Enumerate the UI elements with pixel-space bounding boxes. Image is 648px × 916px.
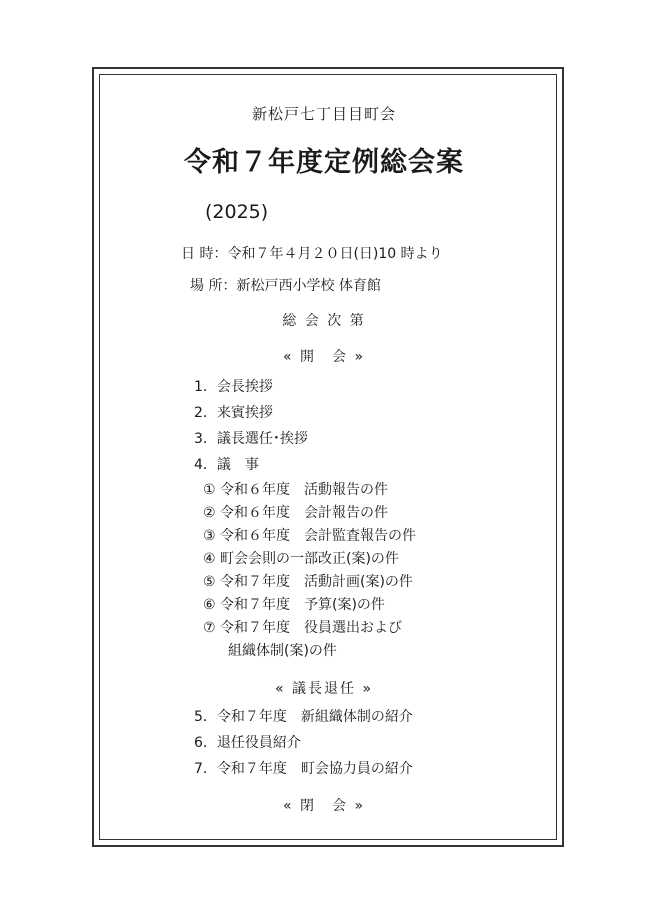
agenda-item: 1．会長挨拶 [194,379,273,395]
agenda-sub-item: ⑤ 令和７年度 活動計画(案)の件 [203,574,413,590]
chair-retire-heading: « 議長退任 » [274,681,374,697]
agenda-item: 3．議長選任･挨拶 [194,431,308,447]
agenda-sub-item: ③ 令和６年度 会計監査報告の件 [203,528,417,544]
closing-heading: « 閉 会 » [282,798,366,814]
agenda-item: 2．来賓挨拶 [194,405,273,421]
agenda-sub-item: ④ 町会会則の一部改正(案)の件 [203,551,399,567]
agenda-item: 4．議 事 [194,457,259,473]
agenda-sub-item-continuation: 組織体制(案)の件 [228,643,337,659]
document-year: (2025) [205,201,269,223]
place-line: 場 所：新松戸西小学校 体育館 [190,278,381,294]
agenda-item: 5．令和７年度 新組織体制の紹介 [194,709,413,725]
agenda-sub-item: ⑥ 令和７年度 予算(案)の件 [203,597,385,613]
document-title: 令和７年度定例総会案 [184,147,464,178]
agenda-sub-item: ⑦ 令和７年度 役員選出および [203,620,403,636]
agenda-sub-item: ② 令和６年度 会計報告の件 [203,505,389,521]
organization-name: 新松戸七丁目目町会 [251,105,396,123]
agenda-item: 7．令和７年度 町会協力員の紹介 [194,761,413,777]
date-line: 日 時：令和７年４月２０日(日)10 時より [181,246,443,262]
agenda-item: 6．退任役員紹介 [194,735,301,751]
agenda-heading: 総 会 次 第 [282,313,366,329]
opening-heading: « 開 会 » [282,349,366,365]
agenda-sub-item: ① 令和６年度 活動報告の件 [203,482,389,498]
